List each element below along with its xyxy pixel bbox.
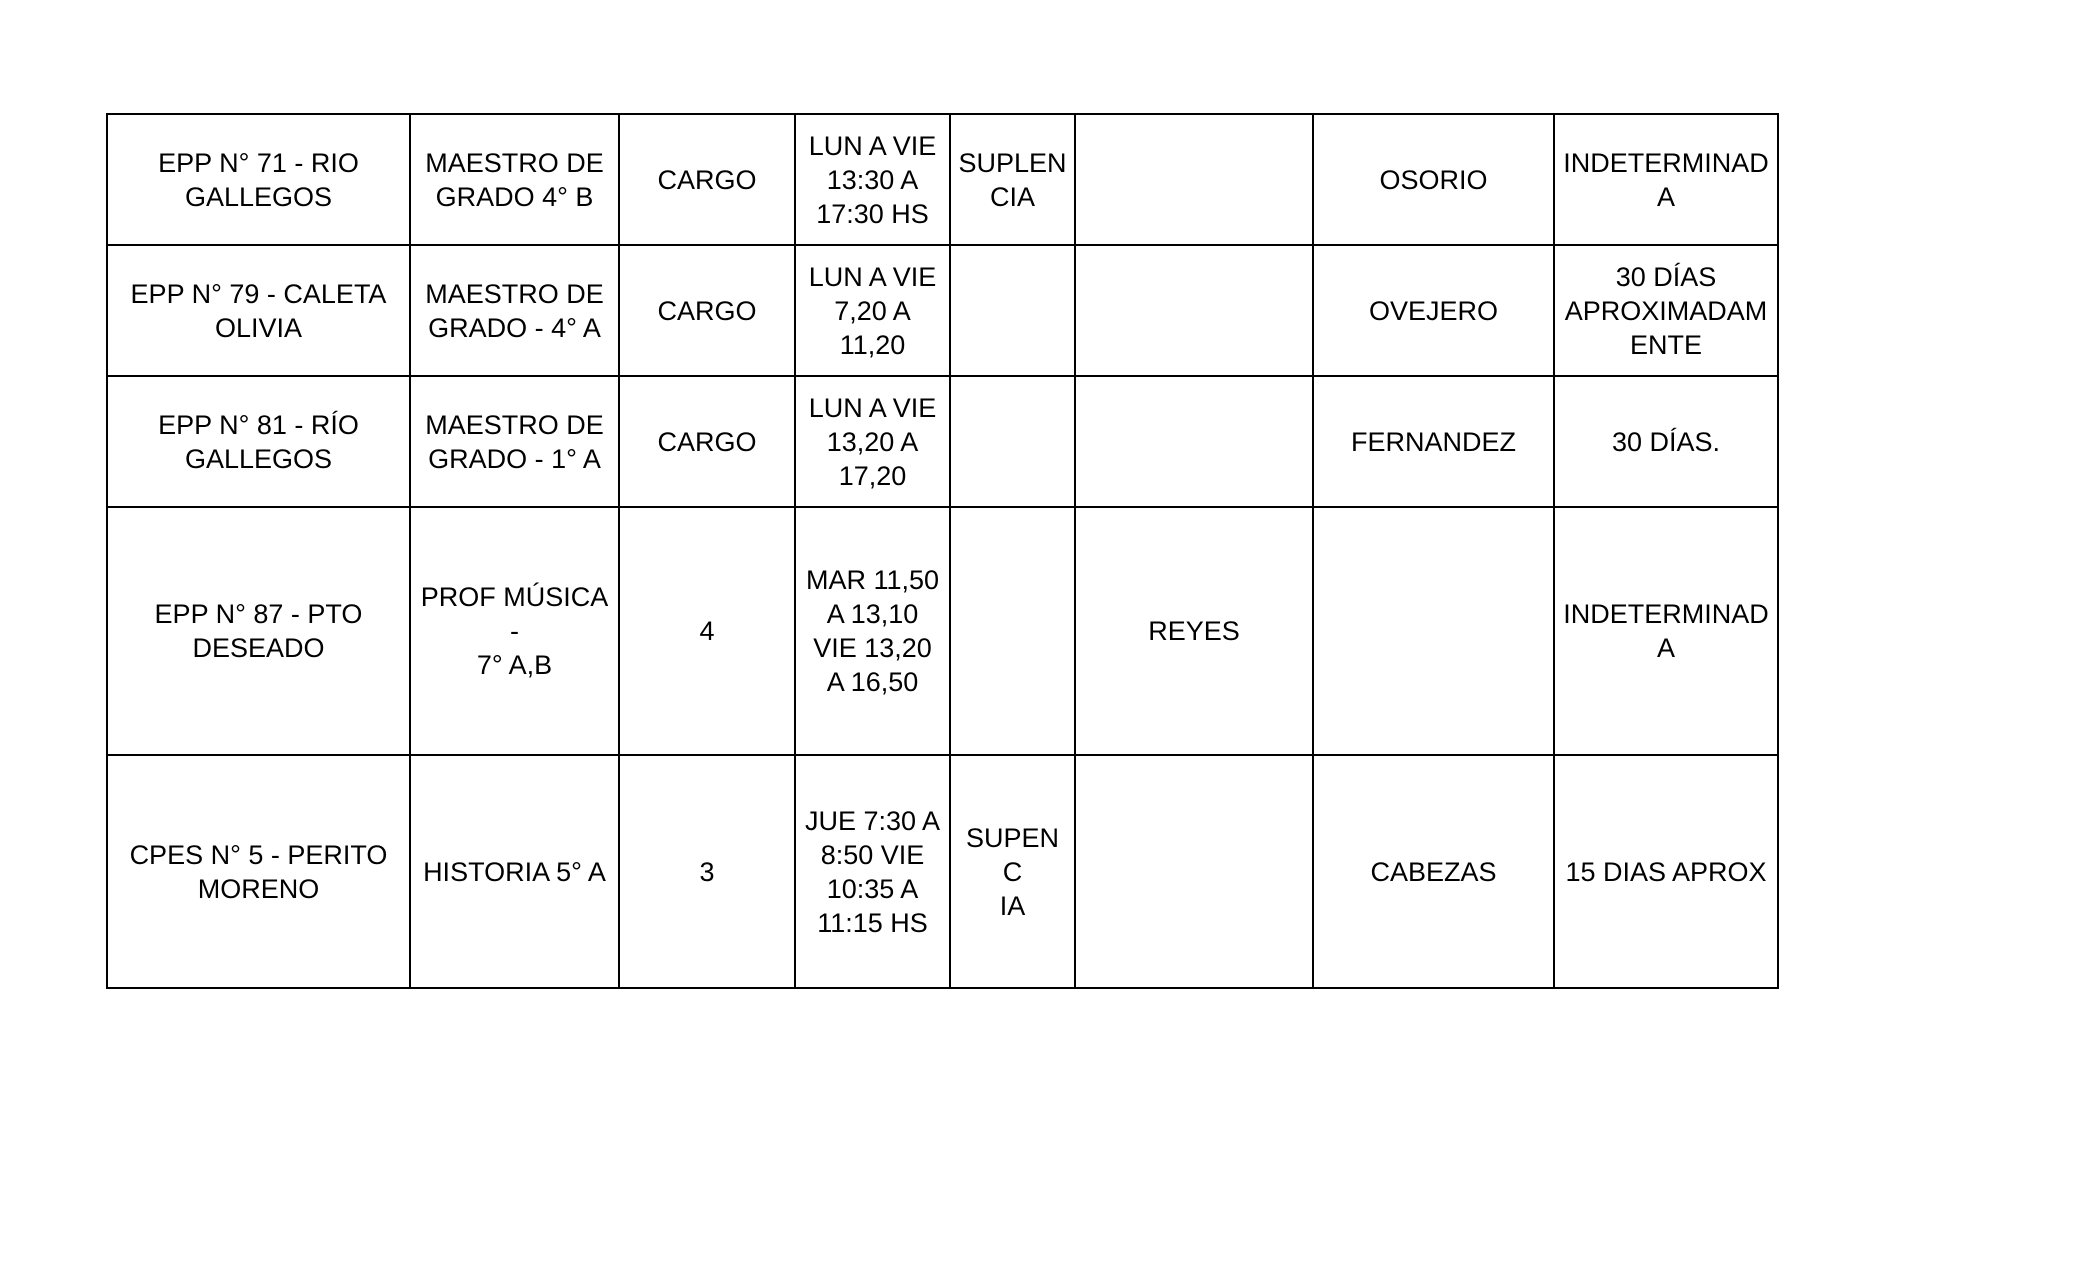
- table-row: [107, 114, 1778, 245]
- holder-a-cell: REYES: [1075, 507, 1313, 755]
- duration-cell: 30 DÍAS APROXIMADAM ENTE: [1554, 245, 1778, 376]
- table-row: [107, 755, 1778, 988]
- schedule-cell: JUE 7:30 A 8:50 VIE 10:35 A 11:15 HS: [795, 755, 950, 988]
- table-row: [107, 507, 1778, 755]
- duration-cell: INDETERMINAD A: [1554, 114, 1778, 245]
- holder-b-cell: CABEZAS: [1313, 755, 1554, 988]
- school-cell: EPP N° 71 - RIO GALLEGOS: [107, 114, 410, 245]
- hours-cell: CARGO: [619, 376, 795, 507]
- school-cell: EPP N° 81 - RÍO GALLEGOS: [107, 376, 410, 507]
- status-cell: SUPLEN CIA: [950, 114, 1075, 245]
- status-cell: [950, 245, 1075, 376]
- position-cell: MAESTRO DE GRADO - 1° A: [410, 376, 619, 507]
- school-cell: CPES N° 5 - PERITO MORENO: [107, 755, 410, 988]
- school-cell: EPP N° 87 - PTO DESEADO: [107, 507, 410, 755]
- status-cell: SUPENC IA: [950, 755, 1075, 988]
- schedule-cell: MAR 11,50 A 13,10 VIE 13,20 A 16,50: [795, 507, 950, 755]
- hours-cell: 4: [619, 507, 795, 755]
- vacancies-table: [106, 113, 1779, 989]
- table-row: [107, 245, 1778, 376]
- position-cell: HISTORIA 5° A: [410, 755, 619, 988]
- position-cell: PROF MÚSICA - 7° A,B: [410, 507, 619, 755]
- holder-a-cell: [1075, 245, 1313, 376]
- holder-b-cell: [1313, 507, 1554, 755]
- holder-a-cell: [1075, 376, 1313, 507]
- position-cell: MAESTRO DE GRADO - 4° A: [410, 245, 619, 376]
- duration-cell: INDETERMINAD A: [1554, 507, 1778, 755]
- schedule-cell: LUN A VIE 13,20 A 17,20: [795, 376, 950, 507]
- hours-cell: CARGO: [619, 114, 795, 245]
- duration-cell: 30 DÍAS.: [1554, 376, 1778, 507]
- holder-b-cell: FERNANDEZ: [1313, 376, 1554, 507]
- holder-a-cell: [1075, 114, 1313, 245]
- table-row: [107, 376, 1778, 507]
- status-cell: [950, 376, 1075, 507]
- schedule-cell: LUN A VIE 7,20 A 11,20: [795, 245, 950, 376]
- duration-cell: 15 DIAS APROX: [1554, 755, 1778, 988]
- schedule-cell: LUN A VIE 13:30 A 17:30 HS: [795, 114, 950, 245]
- position-cell: MAESTRO DE GRADO 4° B: [410, 114, 619, 245]
- holder-b-cell: OSORIO: [1313, 114, 1554, 245]
- holder-a-cell: [1075, 755, 1313, 988]
- status-cell: [950, 507, 1075, 755]
- school-cell: EPP N° 79 - CALETA OLIVIA: [107, 245, 410, 376]
- holder-b-cell: OVEJERO: [1313, 245, 1554, 376]
- hours-cell: 3: [619, 755, 795, 988]
- hours-cell: CARGO: [619, 245, 795, 376]
